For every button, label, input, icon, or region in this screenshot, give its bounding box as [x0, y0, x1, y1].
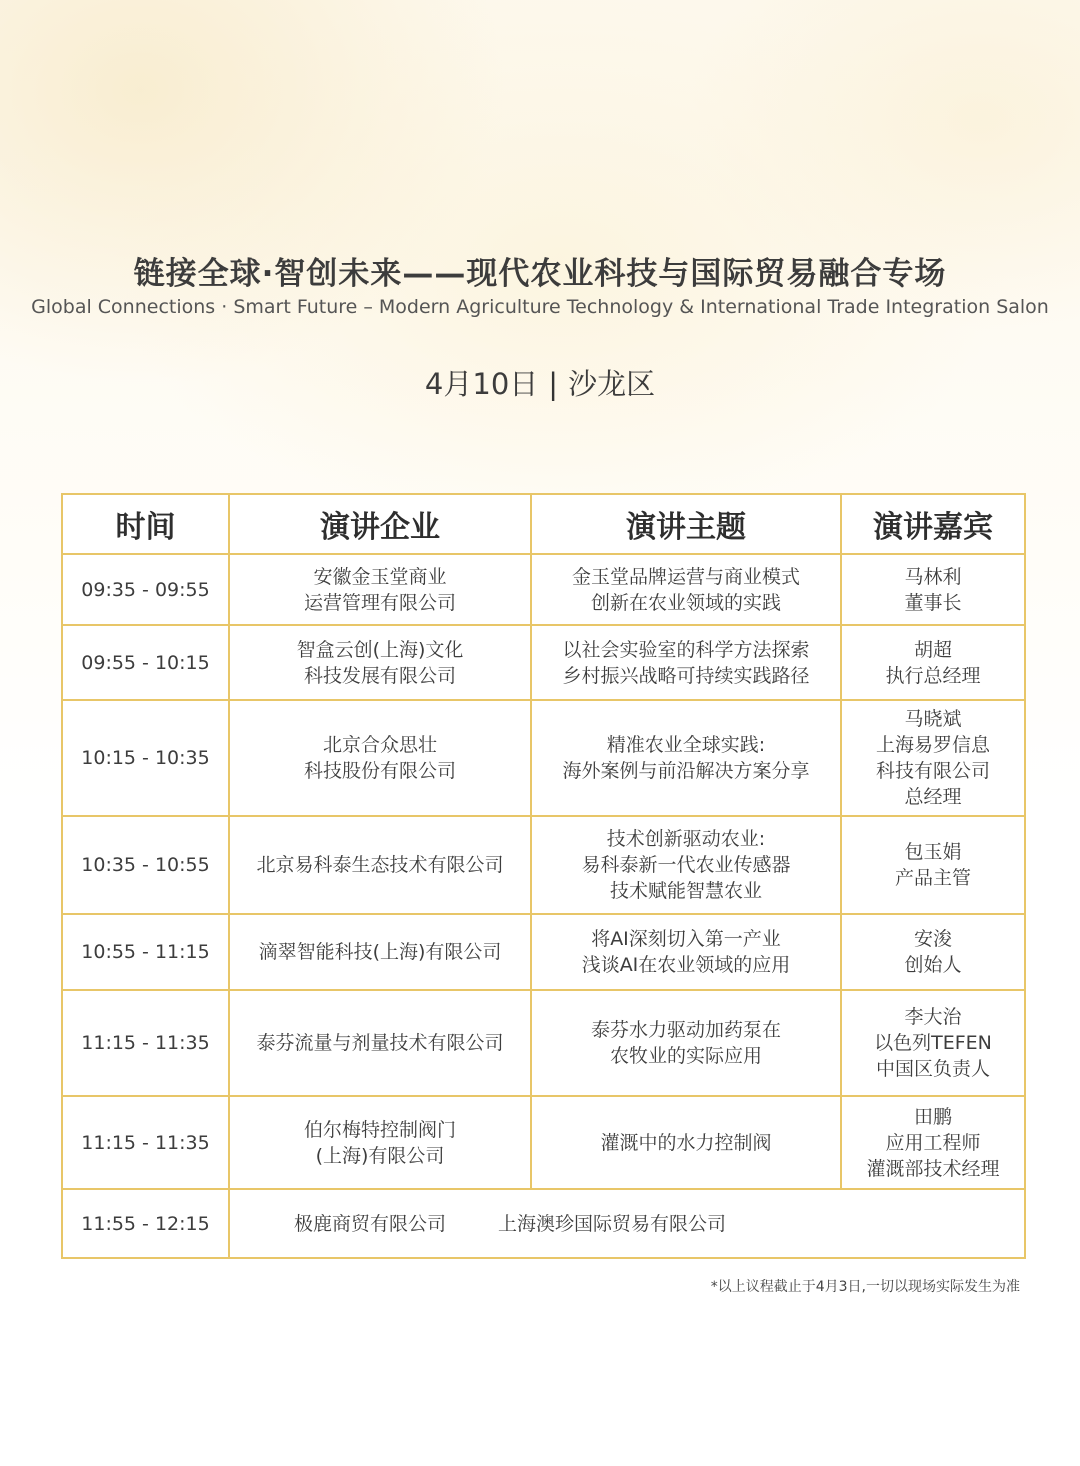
topic-line: 以社会实验室的科学方法探索 [562, 638, 810, 661]
company-name: 极鹿商贸有限公司 [294, 1212, 447, 1235]
session-topic [531, 700, 841, 816]
table-row [62, 554, 1025, 625]
session-speaker [841, 990, 1025, 1096]
session-company [229, 990, 531, 1096]
speaker-line: 安浚 [913, 928, 952, 950]
company-name: 上海澳珍国际贸易有限公司 [498, 1212, 727, 1235]
session-topic [531, 554, 841, 625]
session-time: 10:35 - 10:55 [62, 816, 229, 914]
topic-line: 创新在农业领域的实践 [590, 591, 781, 614]
topic-line: 将AI深刻切入第一产业 [591, 928, 781, 950]
speaker-line: 灌溉部技术经理 [866, 1157, 1000, 1180]
topic-line: 乡村振兴战略可持续实践路径 [562, 664, 810, 687]
topic-line: 泰芬水力驱动加药泵在 [590, 1019, 781, 1041]
event-date: 4月10日 [424, 367, 539, 401]
speaker-line: 马晓斌 [904, 708, 962, 730]
speaker-line: 上海易罗信息 [875, 734, 990, 756]
session-company [229, 816, 531, 914]
table-row [62, 914, 1025, 990]
company-line: 科技发展有限公司 [303, 664, 456, 687]
page-title: 链接全球·智创未来——现代农业科技与国际贸易融合专场 [133, 256, 947, 292]
company-line: 滴翠智能科技(上海)有限公司 [258, 941, 502, 963]
session-speaker [841, 914, 1025, 990]
session-topic [531, 990, 841, 1096]
speaker-line: 以色列TEFEN [874, 1032, 992, 1054]
page-subtitle-en: Global Connections · Smart Future – Modern Agriculture Technology & International Trade Integration Salon [31, 296, 1049, 318]
session-time: 10:55 - 11:15 [62, 914, 229, 990]
topic-line: 浅谈AI在农业领域的应用 [581, 954, 791, 976]
topic-line: 易科泰新一代农业传感器 [581, 854, 791, 876]
company-line: 科技股份有限公司 [303, 760, 456, 782]
topic-line: 金玉堂品牌运营与商业模式 [571, 565, 800, 588]
table-row [62, 816, 1025, 914]
session-speaker [841, 700, 1025, 816]
company-line: 智盒云创(上海)文化 [296, 638, 464, 661]
speaker-line: 创始人 [904, 954, 962, 976]
topic-line: 灌溉中的水力控制阀 [600, 1131, 772, 1154]
table-row-final [62, 1189, 1025, 1258]
speaker-line: 胡超 [913, 638, 952, 661]
topic-line: 精准农业全球实践: [606, 734, 766, 756]
table-row [62, 1096, 1025, 1189]
event-location: 沙龙区 [568, 367, 656, 401]
company-line: 泰芬流量与剂量技术有限公司 [256, 1032, 504, 1054]
speaker-line: 科技有限公司 [875, 760, 990, 782]
session-company [229, 914, 531, 990]
topic-line: 海外案例与前沿解决方案分享 [562, 760, 810, 782]
speaker-line: 总经理 [904, 786, 962, 808]
column-header-company: 演讲企业 [229, 494, 531, 554]
speaker-line: 李大治 [904, 1006, 962, 1028]
table-header-row [62, 494, 1025, 554]
date-separator: | [548, 367, 559, 401]
company-line: 伯尔梅特控制阀门 [303, 1118, 456, 1141]
company-line: 运营管理有限公司 [303, 591, 456, 614]
column-header-topic: 演讲主题 [531, 494, 841, 554]
speaker-line: 执行总经理 [885, 664, 981, 687]
session-time: 11:55 - 12:15 [62, 1189, 229, 1258]
column-header-speaker: 演讲嘉宾 [841, 494, 1025, 554]
session-speaker [841, 625, 1025, 700]
session-company [229, 625, 531, 700]
speaker-line: 马林利 [904, 565, 962, 588]
topic-line: 农牧业的实际应用 [609, 1045, 762, 1067]
session-speaker [841, 1096, 1025, 1189]
session-time: 10:15 - 10:35 [62, 700, 229, 816]
session-company [229, 700, 531, 816]
session-time: 09:35 - 09:55 [62, 554, 229, 625]
session-company [229, 554, 531, 625]
footnote: *以上议程截止于4月3日,一切以现场实际发生为准 [710, 1279, 1020, 1295]
speaker-line: 包玉娟 [904, 841, 962, 863]
column-header-time: 时间 [62, 494, 229, 554]
session-time: 11:15 - 11:35 [62, 1096, 229, 1189]
session-speaker [841, 816, 1025, 914]
table-row [62, 700, 1025, 816]
table-row [62, 625, 1025, 700]
speaker-line: 董事长 [904, 591, 962, 614]
company-line: (上海)有限公司 [315, 1144, 445, 1167]
table-row [62, 990, 1025, 1096]
session-topic [531, 914, 841, 990]
speaker-line: 产品主管 [894, 867, 971, 889]
topic-line: 技术赋能智慧农业 [609, 880, 762, 902]
speaker-line: 田鹏 [913, 1105, 952, 1128]
session-companies [229, 1189, 1025, 1258]
company-line: 安徽金玉堂商业 [313, 565, 447, 588]
session-speaker [841, 554, 1025, 625]
session-time: 11:15 - 11:35 [62, 990, 229, 1096]
date-location [0, 362, 1080, 403]
session-topic [531, 625, 841, 700]
session-company [229, 1096, 531, 1189]
session-topic [531, 816, 841, 914]
company-line: 北京合众思壮 [322, 734, 437, 756]
agenda-table [61, 493, 1026, 1259]
speaker-line: 中国区负责人 [875, 1058, 990, 1080]
speaker-line: 应用工程师 [885, 1131, 981, 1154]
topic-line: 技术创新驱动农业: [606, 828, 766, 850]
company-line: 北京易科泰生态技术有限公司 [256, 854, 504, 876]
session-time: 09:55 - 10:15 [62, 625, 229, 700]
session-topic [531, 1096, 841, 1189]
